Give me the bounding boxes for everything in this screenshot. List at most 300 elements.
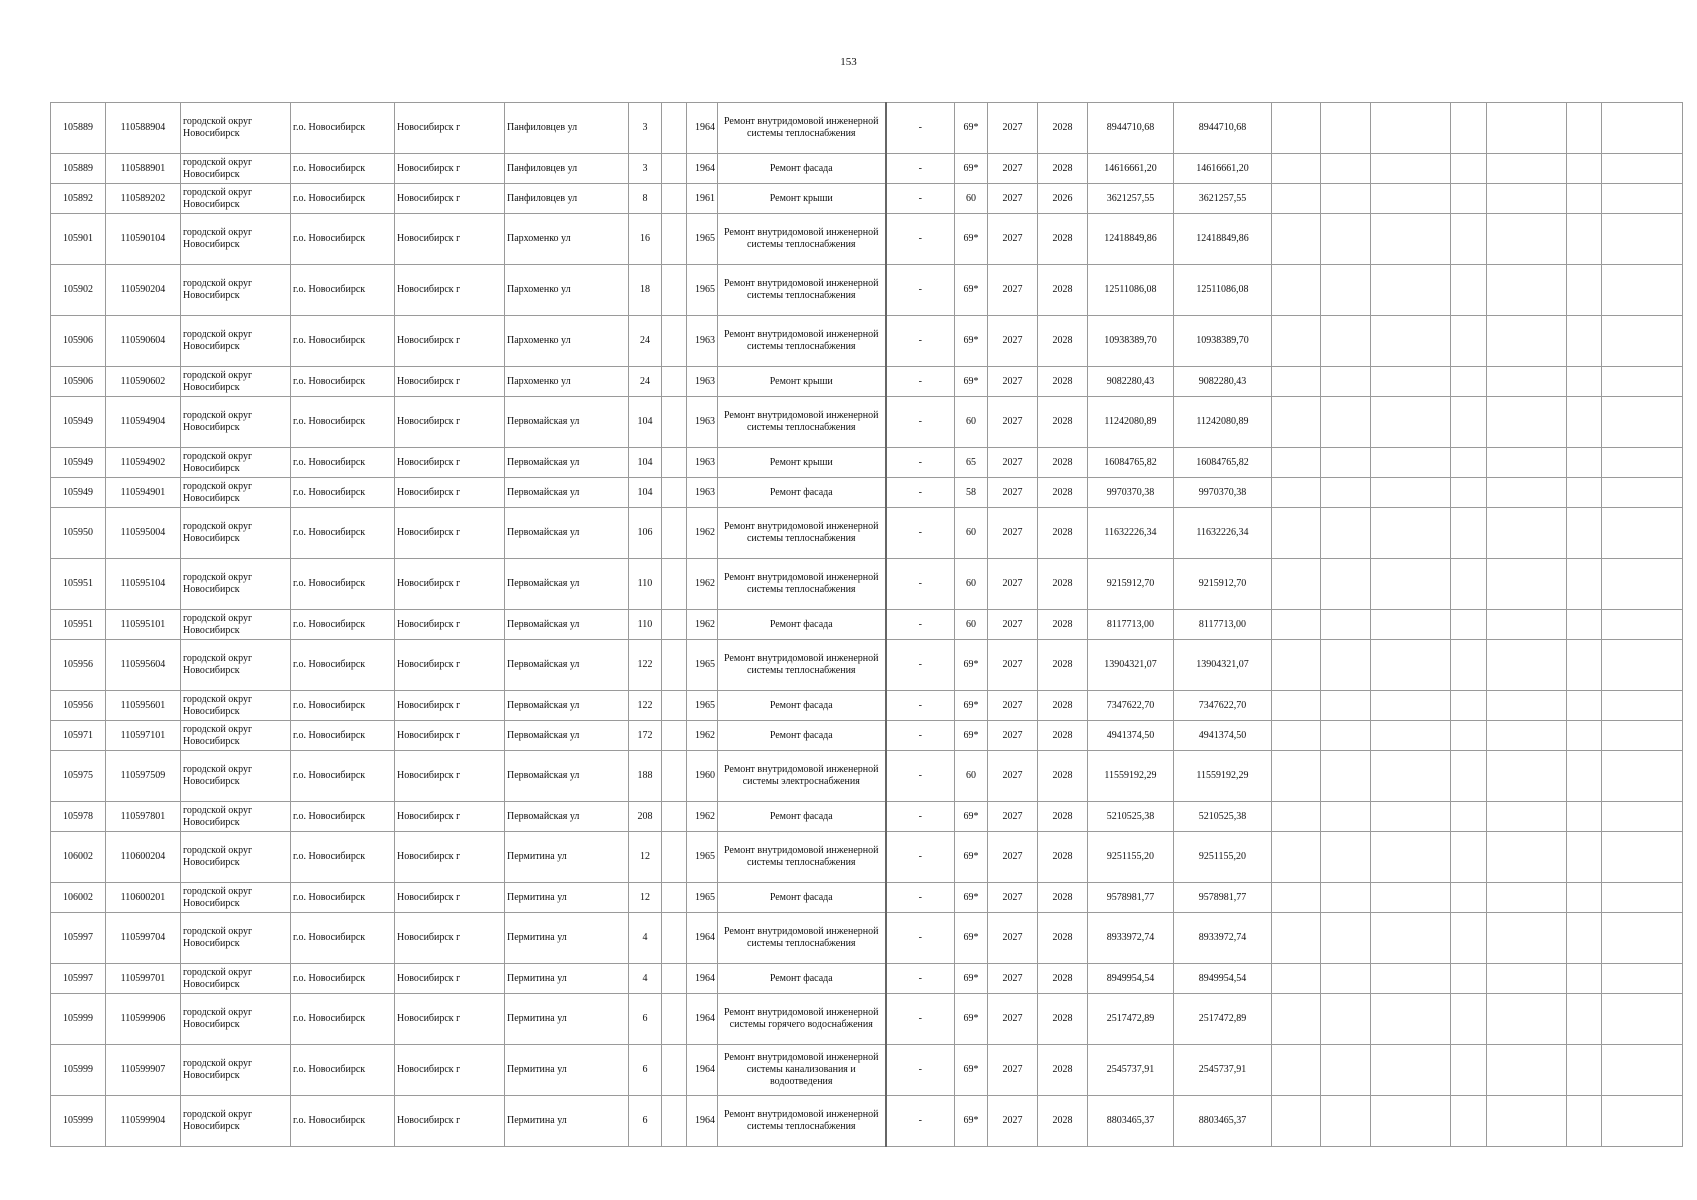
cell-empty [1602,610,1683,640]
cell-street: Панфиловцев ул [505,184,629,214]
cell-city: Новосибирск г [395,184,505,214]
cell-empty [1567,559,1602,610]
cell-year: 1963 [687,478,718,508]
cell-empty [1487,265,1567,316]
cell-wear: 60 [955,751,988,802]
table-row [51,994,1683,1045]
cell-empty [1272,367,1321,397]
cell-district: городской округ Новосибирск [181,1096,291,1147]
table-row [51,802,1683,832]
cell-empty [1602,691,1683,721]
cell-street: Первомайская ул [505,640,629,691]
cell-empty [1602,559,1683,610]
cell-start-year: 2027 [988,640,1038,691]
cell-year: 1960 [687,751,718,802]
cell-dash: - [886,610,955,640]
cell-code: 110600204 [106,832,181,883]
cell-empty [1487,832,1567,883]
cell-year: 1962 [687,610,718,640]
cell-empty [1371,832,1451,883]
cell-cost-fund: 11559192,29 [1174,751,1272,802]
cell-cost-fund: 9082280,43 [1174,367,1272,397]
cell-id: 105999 [51,1045,106,1096]
cell-empty [1451,751,1487,802]
cell-empty [1567,397,1602,448]
cell-start-year: 2027 [988,610,1038,640]
cell-work-type: Ремонт внутридомовой инженерной системы теплоснабжения [718,103,886,154]
cell-dash: - [886,883,955,913]
cell-cost-fund: 9215912,70 [1174,559,1272,610]
cell-wear: 65 [955,448,988,478]
cell-wear: 69* [955,913,988,964]
cell-empty [1321,154,1371,184]
cell-wear: 69* [955,265,988,316]
cell-district: городской округ Новосибирск [181,214,291,265]
cell-start-year: 2027 [988,214,1038,265]
cell-end-year: 2028 [1038,265,1088,316]
cell-start-year: 2027 [988,184,1038,214]
cell-code: 110594901 [106,478,181,508]
cell-work-type: Ремонт фасада [718,154,886,184]
cell-empty [1451,721,1487,751]
cell-empty [1272,832,1321,883]
table-row [51,397,1683,448]
cell-cost-total: 12511086,08 [1088,265,1174,316]
cell-house: 122 [629,691,662,721]
cell-empty [1567,316,1602,367]
cell-code: 110597101 [106,721,181,751]
cell-empty [1321,1096,1371,1147]
cell-empty [1321,265,1371,316]
cell-street: Пархоменко ул [505,367,629,397]
cell-empty [1602,316,1683,367]
cell-empty [1451,478,1487,508]
cell-district: городской округ Новосибирск [181,691,291,721]
cell-cost-fund: 4941374,50 [1174,721,1272,751]
cell-city: Новосибирск г [395,367,505,397]
cell-empty [662,802,687,832]
cell-start-year: 2027 [988,1045,1038,1096]
cell-house: 110 [629,559,662,610]
cell-dash: - [886,214,955,265]
cell-empty [662,316,687,367]
cell-empty [1567,265,1602,316]
cell-empty [662,994,687,1045]
cell-start-year: 2027 [988,964,1038,994]
cell-id: 105999 [51,1096,106,1147]
cell-year: 1964 [687,913,718,964]
cell-empty [1487,214,1567,265]
cell-empty [1567,721,1602,751]
cell-district: городской округ Новосибирск [181,448,291,478]
cell-code: 110595604 [106,640,181,691]
cell-year: 1962 [687,559,718,610]
cell-id: 105956 [51,691,106,721]
cell-empty [1272,721,1321,751]
cell-empty [1602,478,1683,508]
cell-id: 105889 [51,103,106,154]
cell-empty [1371,751,1451,802]
cell-empty [1272,154,1321,184]
cell-empty [1371,478,1451,508]
cell-empty [1321,103,1371,154]
cell-street: Панфиловцев ул [505,103,629,154]
cell-municipality: г.о. Новосибирск [291,994,395,1045]
cell-end-year: 2028 [1038,508,1088,559]
cell-wear: 69* [955,691,988,721]
cell-empty [1451,448,1487,478]
table-row [51,508,1683,559]
cell-empty [1567,994,1602,1045]
cell-empty [1567,883,1602,913]
table-row [51,367,1683,397]
cell-district: городской округ Новосибирск [181,265,291,316]
cell-municipality: г.о. Новосибирск [291,964,395,994]
cell-work-type: Ремонт внутридомовой инженерной системы электроснабжения [718,751,886,802]
cell-municipality: г.о. Новосибирск [291,751,395,802]
cell-empty [1321,508,1371,559]
cell-empty [1272,802,1321,832]
cell-empty [1602,214,1683,265]
cell-city: Новосибирск г [395,559,505,610]
cell-empty [1567,1096,1602,1147]
cell-district: городской округ Новосибирск [181,154,291,184]
cell-empty [1272,508,1321,559]
cell-empty [662,964,687,994]
cell-year: 1965 [687,691,718,721]
cell-start-year: 2027 [988,397,1038,448]
cell-empty [1602,448,1683,478]
cell-city: Новосибирск г [395,964,505,994]
cell-cost-fund: 8117713,00 [1174,610,1272,640]
cell-id: 105997 [51,913,106,964]
cell-empty [662,883,687,913]
cell-empty [1567,508,1602,559]
cell-empty [1567,103,1602,154]
cell-empty [1567,448,1602,478]
cell-empty [1371,610,1451,640]
cell-empty [1451,265,1487,316]
cell-end-year: 2028 [1038,751,1088,802]
cell-start-year: 2027 [988,367,1038,397]
cell-empty [1567,367,1602,397]
cell-empty [1487,103,1567,154]
cell-work-type: Ремонт внутридомовой инженерной системы канализования и водоотведения [718,1045,886,1096]
cell-empty [1451,316,1487,367]
cell-cost-fund: 9578981,77 [1174,883,1272,913]
cell-empty [1451,1045,1487,1096]
cell-id: 105949 [51,397,106,448]
cell-empty [1487,1045,1567,1096]
cell-id: 105906 [51,316,106,367]
cell-cost-fund: 9251155,20 [1174,832,1272,883]
cell-empty [1602,802,1683,832]
cell-empty [1487,184,1567,214]
cell-empty [1602,751,1683,802]
cell-code: 110590604 [106,316,181,367]
cell-id: 105971 [51,721,106,751]
cell-house: 3 [629,103,662,154]
cell-year: 1965 [687,883,718,913]
cell-empty [1272,316,1321,367]
cell-empty [1321,214,1371,265]
cell-empty [1567,610,1602,640]
cell-empty [662,367,687,397]
cell-empty [1371,883,1451,913]
cell-dash: - [886,448,955,478]
cell-district: городской округ Новосибирск [181,751,291,802]
cell-empty [1487,154,1567,184]
cell-wear: 60 [955,559,988,610]
cell-cost-total: 8944710,68 [1088,103,1174,154]
cell-empty [1567,802,1602,832]
cell-cost-fund: 8803465,37 [1174,1096,1272,1147]
cell-empty [1602,913,1683,964]
cell-end-year: 2028 [1038,1096,1088,1147]
table-row [51,214,1683,265]
cell-wear: 69* [955,721,988,751]
cell-cost-fund: 5210525,38 [1174,802,1272,832]
cell-end-year: 2028 [1038,397,1088,448]
cell-year: 1964 [687,103,718,154]
cell-street: Пархоменко ул [505,316,629,367]
cell-code: 110589202 [106,184,181,214]
cell-empty [1371,913,1451,964]
cell-empty [1371,184,1451,214]
cell-end-year: 2028 [1038,802,1088,832]
cell-municipality: г.о. Новосибирск [291,508,395,559]
cell-end-year: 2028 [1038,103,1088,154]
table-row [51,721,1683,751]
cell-start-year: 2027 [988,751,1038,802]
cell-house: 24 [629,367,662,397]
cell-empty [1567,640,1602,691]
capital-repair-table [50,102,1683,1147]
page-number: 153 [840,56,857,68]
cell-empty [1451,802,1487,832]
cell-empty [1272,610,1321,640]
cell-code: 110590104 [106,214,181,265]
cell-id: 105951 [51,559,106,610]
cell-wear: 69* [955,103,988,154]
cell-wear: 69* [955,640,988,691]
cell-street: Первомайская ул [505,610,629,640]
cell-street: Первомайская ул [505,397,629,448]
cell-dash: - [886,154,955,184]
cell-house: 12 [629,883,662,913]
cell-dash: - [886,184,955,214]
cell-house: 122 [629,640,662,691]
cell-district: городской округ Новосибирск [181,913,291,964]
cell-cost-fund: 12511086,08 [1174,265,1272,316]
cell-municipality: г.о. Новосибирск [291,610,395,640]
cell-empty [1371,103,1451,154]
cell-cost-fund: 13904321,07 [1174,640,1272,691]
cell-dash: - [886,640,955,691]
cell-district: городской округ Новосибирск [181,832,291,883]
cell-year: 1964 [687,994,718,1045]
cell-dash: - [886,367,955,397]
cell-street: Пермитина ул [505,913,629,964]
cell-street: Пермитина ул [505,964,629,994]
cell-start-year: 2027 [988,316,1038,367]
cell-empty [1371,397,1451,448]
cell-empty [662,832,687,883]
cell-year: 1961 [687,184,718,214]
cell-wear: 58 [955,478,988,508]
cell-cost-fund: 14616661,20 [1174,154,1272,184]
cell-district: городской округ Новосибирск [181,721,291,751]
cell-empty [662,751,687,802]
cell-house: 6 [629,1045,662,1096]
cell-district: городской округ Новосибирск [181,397,291,448]
cell-house: 6 [629,1096,662,1147]
cell-empty [1321,913,1371,964]
cell-start-year: 2027 [988,154,1038,184]
cell-work-type: Ремонт внутридомовой инженерной системы теплоснабжения [718,214,886,265]
cell-empty [1487,640,1567,691]
cell-cost-total: 7347622,70 [1088,691,1174,721]
cell-wear: 69* [955,1096,988,1147]
cell-empty [1451,154,1487,184]
cell-empty [662,721,687,751]
cell-empty [1451,1096,1487,1147]
table-row [51,184,1683,214]
cell-empty [1602,721,1683,751]
cell-code: 110597509 [106,751,181,802]
cell-municipality: г.о. Новосибирск [291,265,395,316]
cell-empty [1272,448,1321,478]
cell-wear: 60 [955,508,988,559]
cell-work-type: Ремонт внутридомовой инженерной системы теплоснабжения [718,640,886,691]
cell-street: Пархоменко ул [505,265,629,316]
cell-street: Первомайская ул [505,751,629,802]
cell-end-year: 2028 [1038,448,1088,478]
cell-municipality: г.о. Новосибирск [291,184,395,214]
cell-empty [1602,1045,1683,1096]
cell-municipality: г.о. Новосибирск [291,832,395,883]
cell-start-year: 2027 [988,559,1038,610]
cell-empty [1487,397,1567,448]
cell-year: 1965 [687,832,718,883]
cell-city: Новосибирск г [395,1096,505,1147]
cell-cost-total: 8933972,74 [1088,913,1174,964]
cell-id: 105951 [51,610,106,640]
cell-empty [1487,559,1567,610]
cell-cost-total: 11242080,89 [1088,397,1174,448]
cell-end-year: 2028 [1038,994,1088,1045]
cell-district: городской округ Новосибирск [181,610,291,640]
cell-empty [1371,802,1451,832]
cell-empty [662,640,687,691]
cell-municipality: г.о. Новосибирск [291,214,395,265]
cell-empty [1371,508,1451,559]
cell-street: Пермитина ул [505,994,629,1045]
cell-cost-fund: 9970370,38 [1174,478,1272,508]
cell-wear: 69* [955,802,988,832]
cell-empty [1602,1096,1683,1147]
cell-wear: 60 [955,610,988,640]
cell-start-year: 2027 [988,691,1038,721]
cell-house: 4 [629,913,662,964]
cell-wear: 69* [955,154,988,184]
cell-empty [1487,883,1567,913]
cell-cost-total: 3621257,55 [1088,184,1174,214]
cell-empty [1321,1045,1371,1096]
cell-empty [1602,184,1683,214]
cell-work-type: Ремонт крыши [718,367,886,397]
cell-empty [1371,559,1451,610]
cell-empty [1567,184,1602,214]
cell-empty [1451,184,1487,214]
cell-cost-fund: 7347622,70 [1174,691,1272,721]
table-row [51,1096,1683,1147]
cell-id: 105978 [51,802,106,832]
cell-empty [1272,994,1321,1045]
cell-wear: 69* [955,367,988,397]
cell-cost-total: 9215912,70 [1088,559,1174,610]
cell-house: 3 [629,154,662,184]
cell-empty [1272,1096,1321,1147]
cell-year: 1964 [687,964,718,994]
cell-municipality: г.о. Новосибирск [291,913,395,964]
cell-start-year: 2027 [988,994,1038,1045]
cell-cost-total: 9578981,77 [1088,883,1174,913]
cell-cost-total: 8803465,37 [1088,1096,1174,1147]
cell-work-type: Ремонт внутридомовой инженерной системы теплоснабжения [718,559,886,610]
cell-empty [1487,316,1567,367]
cell-cost-fund: 2545737,91 [1174,1045,1272,1096]
cell-code: 110594902 [106,448,181,478]
cell-house: 172 [629,721,662,751]
cell-code: 110590204 [106,265,181,316]
cell-district: городской округ Новосибирск [181,802,291,832]
table-body [51,103,1683,1147]
cell-house: 18 [629,265,662,316]
cell-code: 110595004 [106,508,181,559]
cell-city: Новосибирск г [395,265,505,316]
cell-cost-total: 9082280,43 [1088,367,1174,397]
cell-district: городской округ Новосибирск [181,1045,291,1096]
cell-work-type: Ремонт фасада [718,691,886,721]
cell-work-type: Ремонт фасада [718,883,886,913]
cell-end-year: 2028 [1038,721,1088,751]
cell-street: Пермитина ул [505,1096,629,1147]
cell-dash: - [886,913,955,964]
cell-empty [1487,994,1567,1045]
cell-empty [1451,559,1487,610]
table-row [51,913,1683,964]
cell-street: Первомайская ул [505,508,629,559]
cell-empty [662,448,687,478]
cell-street: Пермитина ул [505,832,629,883]
cell-empty [1321,184,1371,214]
cell-street: Пермитина ул [505,883,629,913]
cell-end-year: 2028 [1038,964,1088,994]
cell-year: 1963 [687,367,718,397]
cell-dash: - [886,964,955,994]
cell-end-year: 2028 [1038,316,1088,367]
cell-code: 110599906 [106,994,181,1045]
cell-empty [1321,316,1371,367]
cell-empty [662,1096,687,1147]
cell-empty [662,214,687,265]
cell-municipality: г.о. Новосибирск [291,367,395,397]
cell-dash: - [886,751,955,802]
cell-empty [662,184,687,214]
cell-work-type: Ремонт фасада [718,610,886,640]
cell-cost-fund: 10938389,70 [1174,316,1272,367]
